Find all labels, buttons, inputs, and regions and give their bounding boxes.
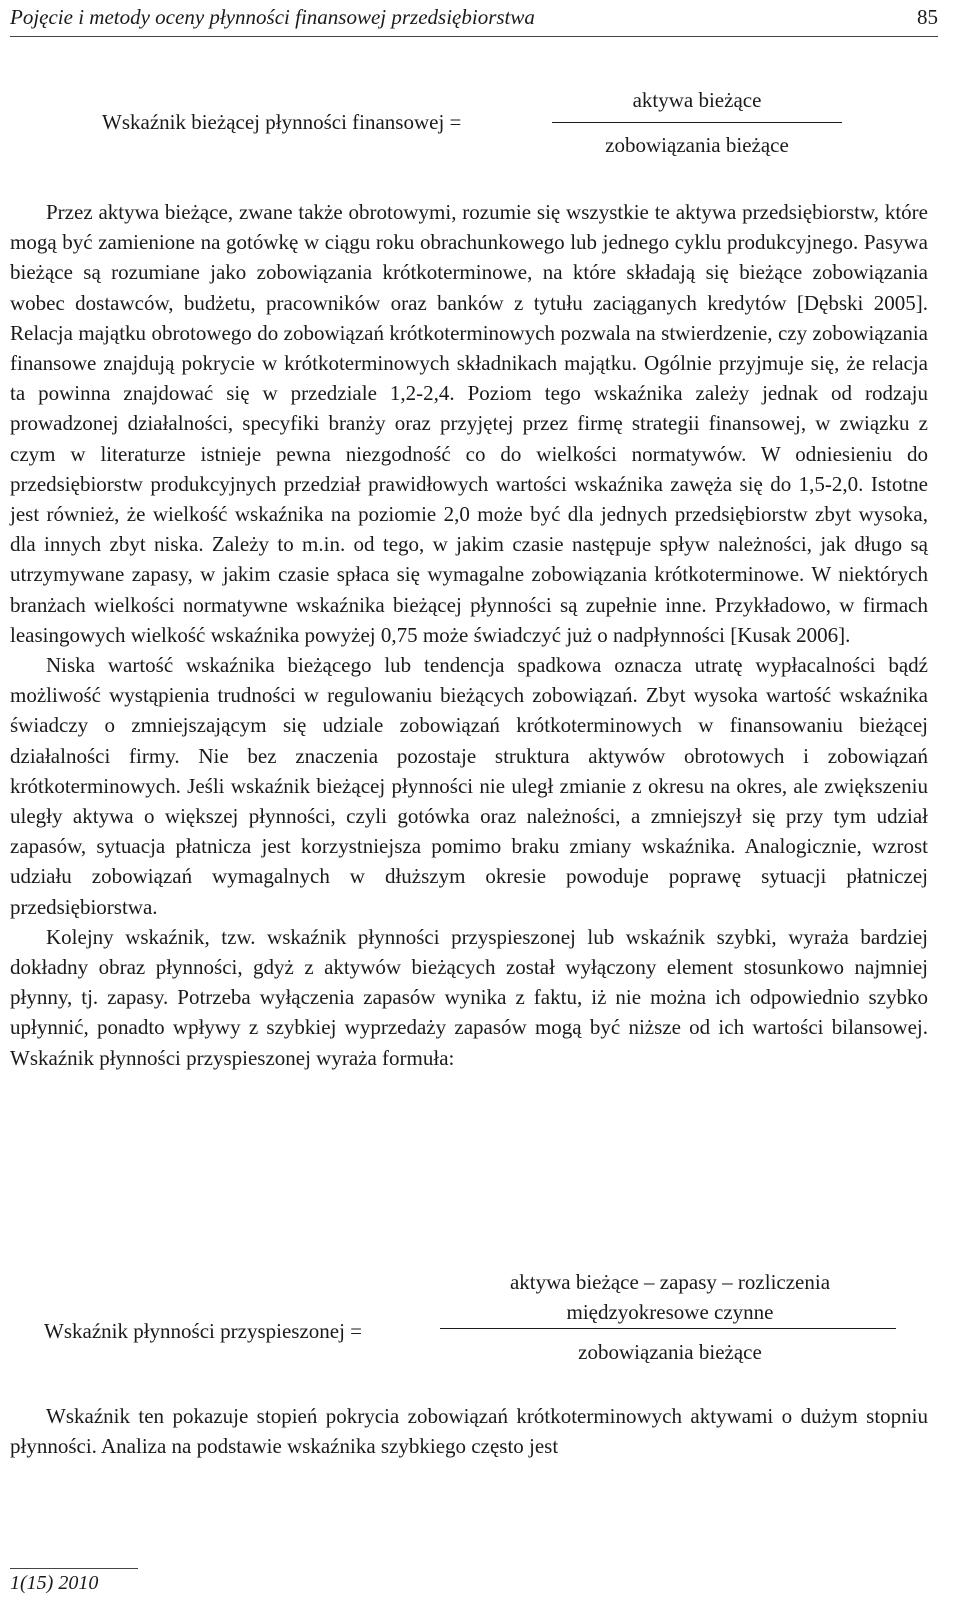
paragraph: Niska wartość wskaźnika bieżącego lub tendencja spadkowa oznacza utratę wypłacalności bądź możliwość wystąpienia trudności w regulowaniu bieżących zobowiązań. Zbyt wysoka wartość wskaźnika świadczy o zmniejszającym się udziale zobowiązań krótkoterminowych w finansowaniu bieżącej działalności firmy. Nie bez znaczenia pozostaje struktura aktywów obrotowych i zobowiązań krótkoterminowych. Jeśli wskaźnik bieżącej płynności nie uległ zmianie z okresu na okres, ale zwiększeniu uległy aktywa o większej płynności, czyli gotówka oraz należności, a zmniejszył się przy tym udział zapasów, sytuacja płatnicza jest korzystniejsza pomimo braku zmiany wskaźnika. Analogicznie, wzrost udziału zobowiązań wymagalnych w dłuższym okresie powoduje poprawę sytuacji płatniczej przedsiębiorstwa. [10, 653, 928, 919]
body-text-block-2 [10, 1401, 928, 1461]
footer-issue: 1(15) 2010 [10, 1572, 99, 1594]
paragraph: Kolejny wskaźnik, tzw. wskaźnik płynności przyspieszonej lub wskaźnik szybki, wyraża bardziej dokładny obraz płynności, gdyż z aktywów bieżących został wyłączony element stosunkowo najmniej płynny, tj. zapasy. Potrzeba wyłączenia zapasów wynika z faktu, iż nie można ich odpowiednio szybko upłynnić, ponadto wpływy z szybkiej wyprzedaży zapasów mogą być niższe od ich wartości bilansowej. Wskaźnik płynności przyspieszonej wyraża formuła: [10, 924, 928, 1070]
footer-rule [10, 1568, 138, 1569]
formula-current-lhs: Wskaźnik bieżącej płynności finansowej = [102, 110, 462, 134]
page-number: 85 [917, 5, 938, 29]
formula-quick-lhs: Wskaźnik płynności przyspieszonej = [44, 1319, 363, 1343]
header-title: Pojęcie i metody oceny płynności finansowej przedsiębiorstwa [10, 5, 535, 29]
formula-quick-fraction-bar [440, 1328, 896, 1329]
paragraph: Przez aktywa bieżące, zwane także obrotowymi, rozumie się wszystkie te aktywa przedsiębiorstw, które mogą być zamienione na gotówkę w ciągu roku obrachunkowego lub jednego cyklu produkcyjnego. Pasywa bieżące są rozumiane jako zobowiązania krótkoterminowe, na które składają się bieżące zobowiązania wobec dostawców, budżetu, pracowników oraz banków z tytułu zaciąganych kredytów [Dębski 2005]. Relacja majątku obrotowego do zobowiązań krótkoterminowych pozwala na stwierdzenie, czy zobowiązania finansowe znajdują pokrycie w krótkoterminowych składnikach majątku. Ogólnie przyjmuje się, że relacja ta powinna znajdować się w przedziale 1,2-2,4. Poziom tego wskaźnika zależy jednak od rodzaju prowadzonej działalności, specyfiki branży oraz przyjętej przez firmę strategii finansowej, w związku z czym w literaturze istnieje pewna niezgodność co do wielkości normatywów. W odniesieniu do przedsiębiorstw produkcyjnych przedział prawidłowych wartości wskaźnika zawęża się do 1,5-2,0. Istotne jest również, że wielkość wskaźnika na poziomie 2,0 może być dla jednych przedsiębiorstw zbyt wysoka, dla innych zbyt niska. Zależy to m.in. od tego, w jakim czasie następuje spływ należności, jak długo są utrzymywane zapasy, w jakim czasie spłaca się wymagalne zobowiązania krótkoterminowe. W niektórych branżach wielkości normatywne wskaźnika bieżącej płynności są zupełnie inne. Przykładowo, w firmach leasingowych wielkość wskaźnika powyżej 0,75 może świadczyć już o nadpłynności [Kusak 2006]. [10, 200, 928, 647]
formula-quick-numerator-line2: międzyokresowe czynne [566, 1300, 774, 1324]
formula-quick-denominator: zobowiązania bieżące [578, 1340, 762, 1364]
formula-current-numerator: aktywa bieżące [632, 88, 762, 112]
formula-quick-numerator-line1: aktywa bieżące – zapasy – rozliczenia [509, 1270, 831, 1294]
paragraph: Wskaźnik ten pokazuje stopień pokrycia zobowiązań krótkoterminowych aktywami o dużym stopniu płynności. Analiza na podstawie wskaźnika szybkiego często jest [10, 1404, 928, 1459]
formula-current-denominator: zobowiązania bieżące [605, 133, 789, 157]
